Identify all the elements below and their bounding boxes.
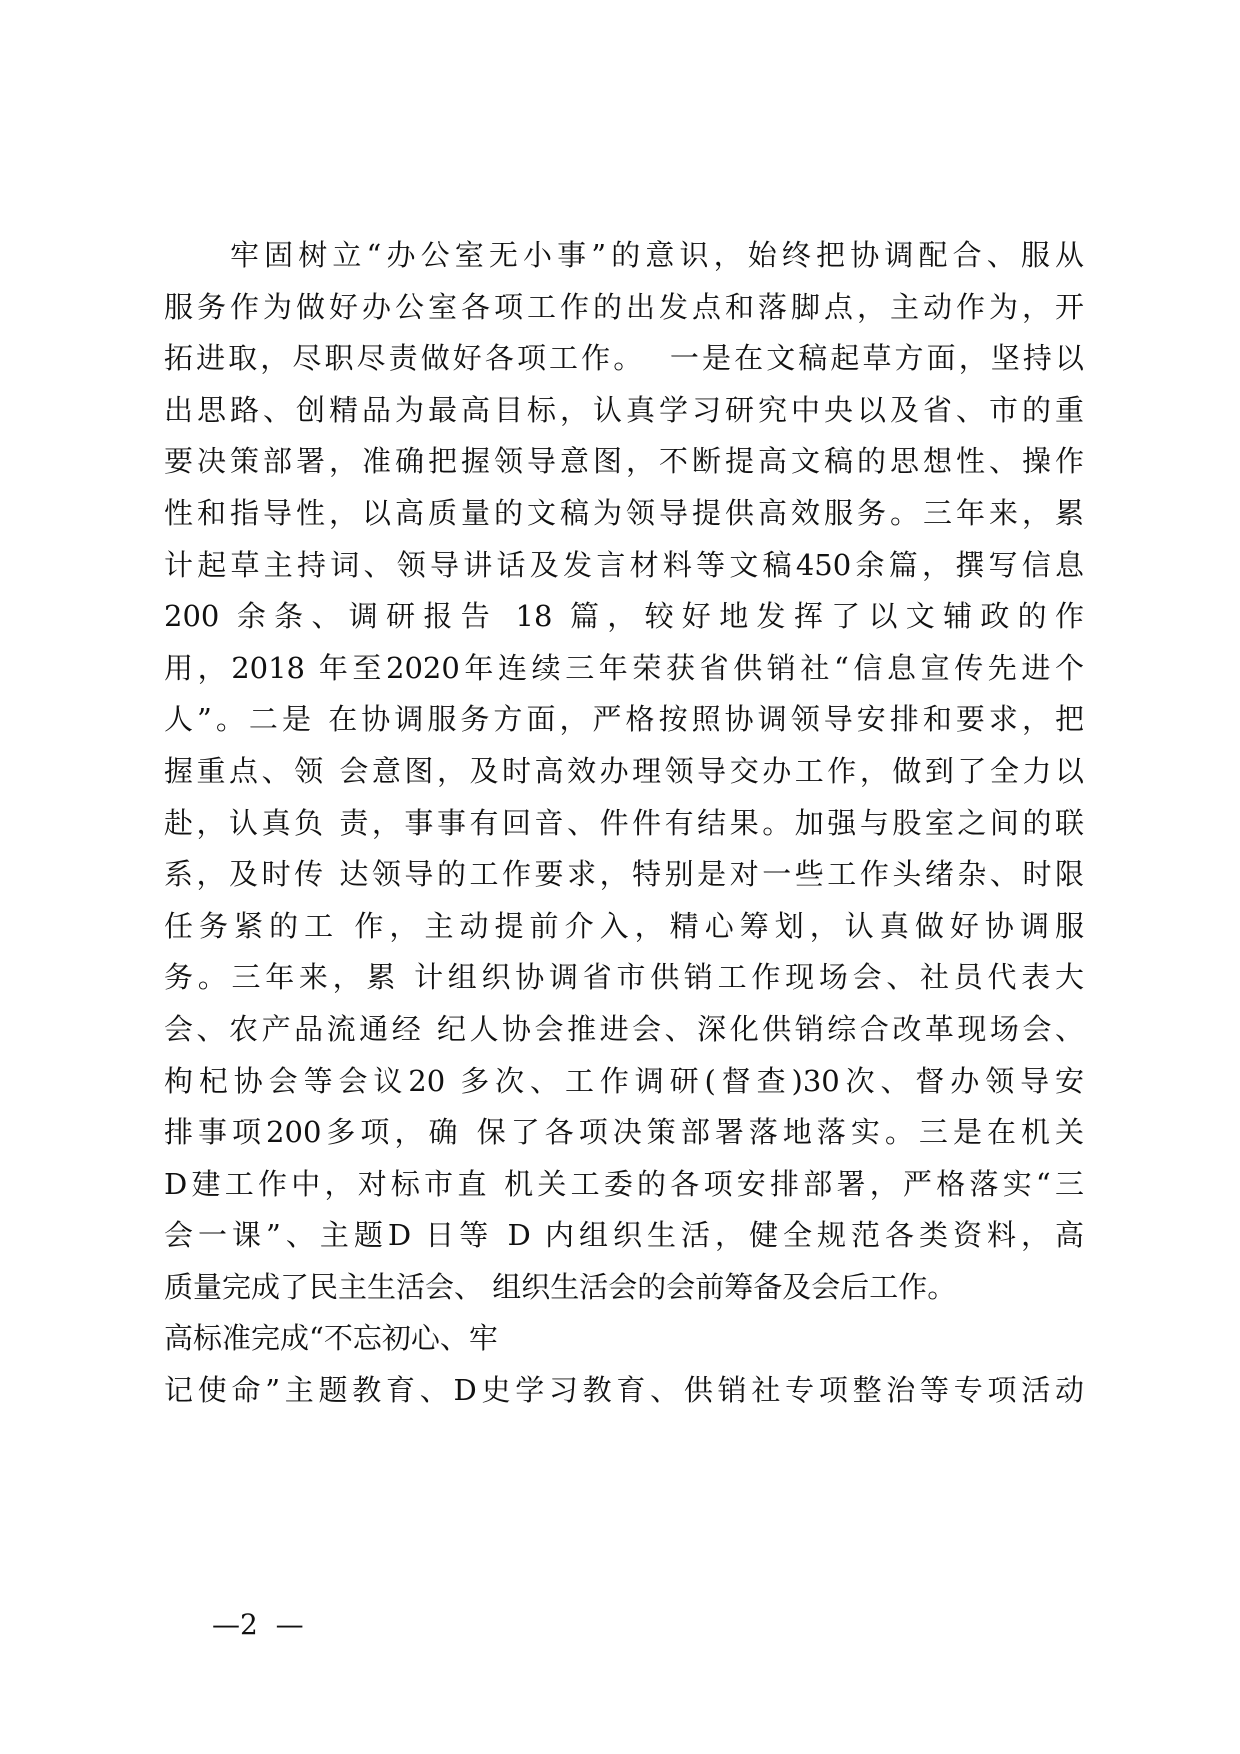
text-line: 务。三年来，累 计组织协调省市供销工作现场会、社员代表大 <box>164 960 1084 995</box>
text-line: 人”。二是 在协调服务方面，严格按照协调领导安排和要求，把 <box>164 702 1084 737</box>
body-text <box>164 230 1084 1417</box>
text-line: 200 余条、调研报告 18 篇，较好地发挥了以文辅政的作 <box>164 599 1084 634</box>
text-line: 质量完成了民主生活会、 组织生活会的会前筹备及会后工作。 <box>164 1269 957 1304</box>
text-line: 记使命”主题教育、D史学习教育、供销社专项整治等专项活动 <box>164 1373 1084 1408</box>
text-line: 服务作为做好办公室各项工作的出发点和落脚点，主动作为，开 <box>164 289 1084 324</box>
text-line: 高标准完成“不忘初心、牢 <box>164 1321 498 1356</box>
text-line: 牢固树立“办公室无小事”的意识，始终把协调配合、服从 <box>230 238 1084 272</box>
page-number: —2 — <box>212 1608 304 1641</box>
text-line: 性和指导性，以高质量的文稿为领导提供高效服务。三年来，累 <box>164 495 1084 530</box>
text-line: 会、农产品流通经 纪人协会推进会、深化供销综合改革现场会、 <box>164 1011 1084 1046</box>
text-line: 出思路、创精品为最高目标，认真学习研究中央以及省、市的重 <box>164 392 1084 427</box>
text-line: 拓进取，尽职尽责做好各项工作。 一是在文稿起草方面，坚持以 <box>164 341 1084 376</box>
text-line: 用，2018 年至2020年连续三年荣获省供销社“信息宣传先进个 <box>164 650 1084 685</box>
text-line: 任务紧的工 作，主动提前介入，精心筹划，认真做好协调服 <box>164 908 1084 943</box>
text-line: D建工作中，对标市直 机关工委的各项安排部署，严格落实“三 <box>164 1166 1084 1201</box>
text-line: 系，及时传 达领导的工作要求，特别是对一些工作头绪杂、时限 <box>164 857 1084 892</box>
text-line: 枸杞协会等会议20 多次、工作调研(督查)30次、督办领导安 <box>164 1063 1084 1098</box>
text-line: 会一课”、主题D 日等 D 内组织生活，健全规范各类资料，高 <box>164 1218 1084 1253</box>
text-line: 排事项200多项，确 保了各项决策部署落地落实。三是在机关 <box>164 1115 1084 1150</box>
text-line: 要决策部署，准确把握领导意图，不断提高文稿的思想性、操作 <box>164 444 1084 479</box>
text-line: 计起草主持词、领导讲话及发言材料等文稿450余篇，撰写信息 <box>164 547 1084 582</box>
text-line: 赴，认真负 责，事事有回音、件件有结果。加强与股室之间的联 <box>164 805 1084 840</box>
text-line: 握重点、领 会意图，及时高效办理领导交办工作，做到了全力以 <box>164 753 1084 788</box>
